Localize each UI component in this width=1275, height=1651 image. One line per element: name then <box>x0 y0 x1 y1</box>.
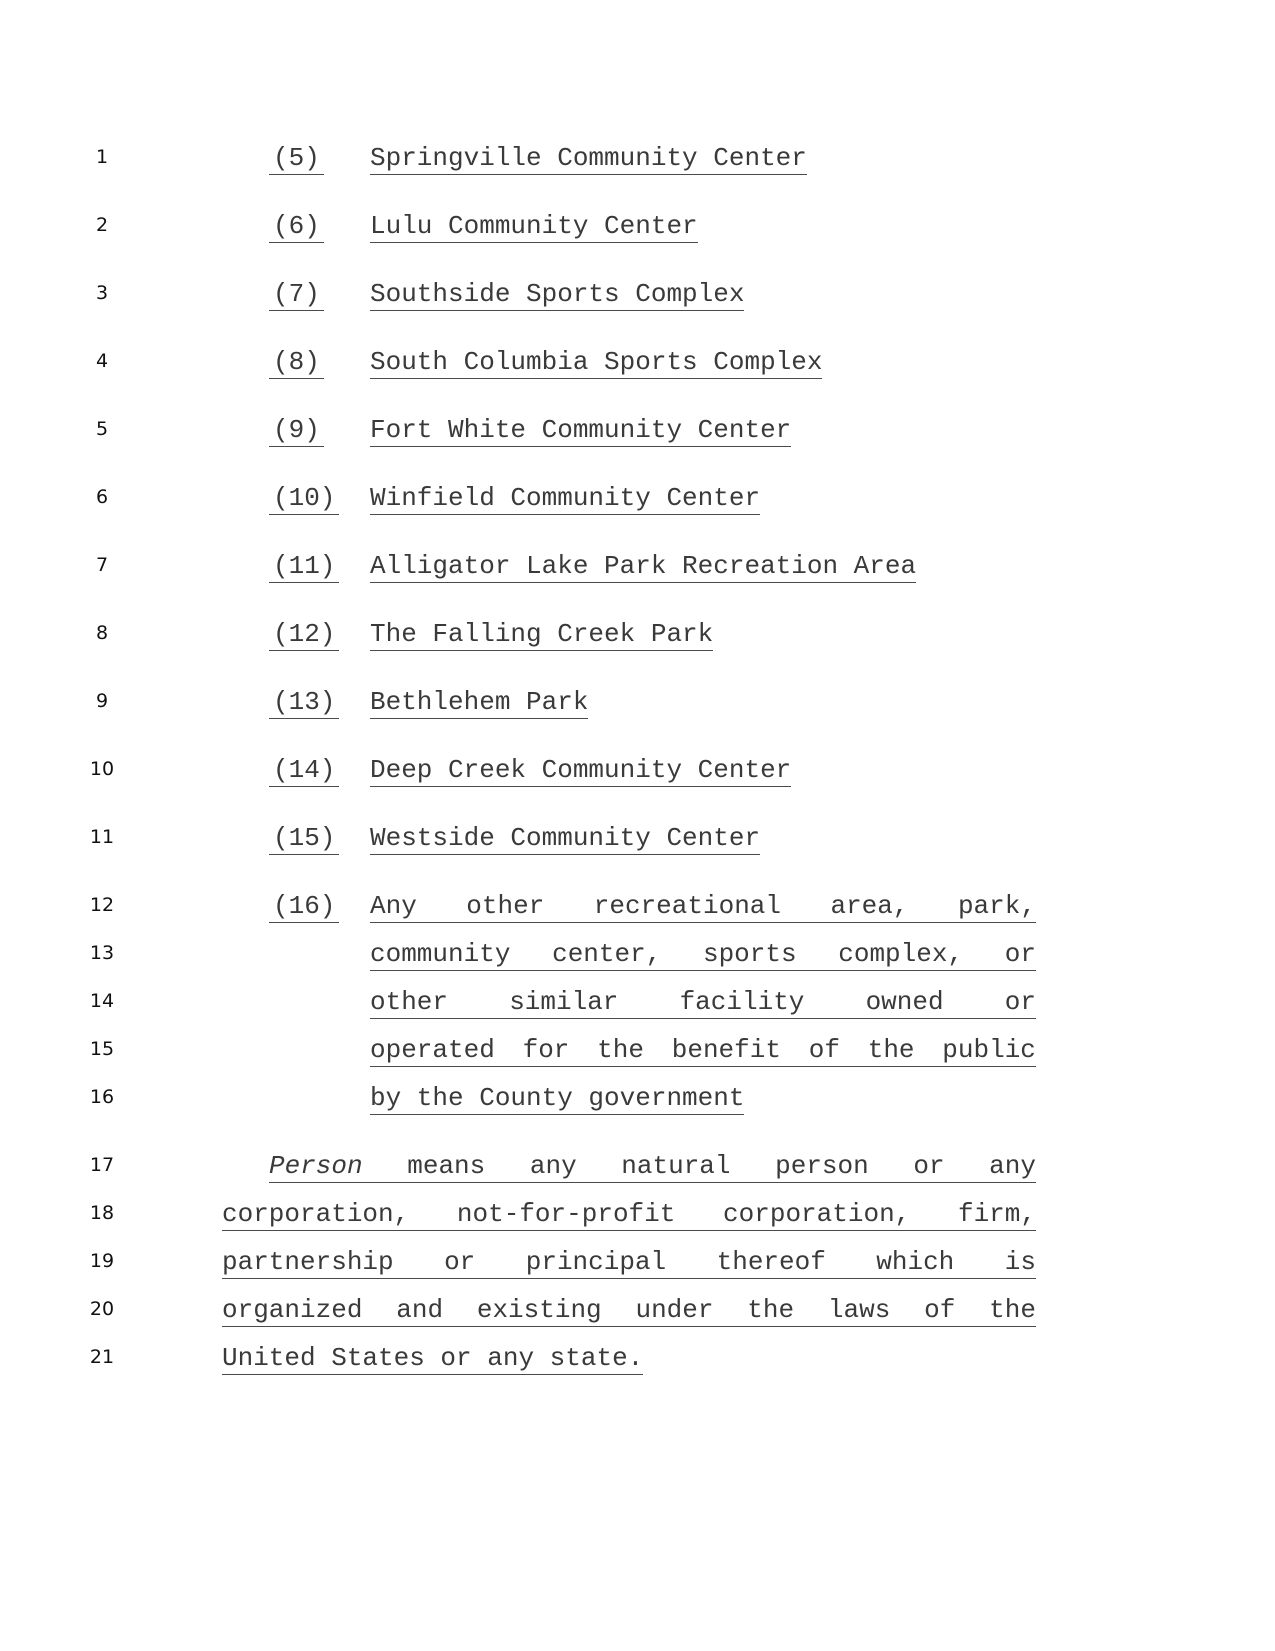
justified-line <box>222 1201 1036 1231</box>
word: means <box>407 1151 486 1181</box>
line-number: 16 <box>89 1086 115 1108</box>
list-item-number: (6) <box>269 213 324 243</box>
word: public <box>942 1035 1036 1065</box>
word: person <box>775 1151 869 1181</box>
word: area, <box>830 891 909 921</box>
word: Any <box>370 891 417 921</box>
line-number: 21 <box>89 1346 115 1368</box>
word: center, <box>552 939 662 969</box>
word: operated <box>370 1035 495 1065</box>
justified-line <box>370 893 1036 923</box>
line-number: 9 <box>95 690 109 712</box>
word: community <box>370 939 511 969</box>
word: complex, <box>838 939 964 969</box>
word: or <box>1004 939 1036 969</box>
word: not-for-profit <box>456 1199 676 1229</box>
word: benefit <box>671 1035 781 1065</box>
list-item-number: (16) <box>269 893 339 923</box>
list-item-number: (8) <box>269 349 324 379</box>
list-item-number: (7) <box>269 281 324 311</box>
word: corporation, <box>222 1199 410 1229</box>
word: the <box>597 1035 644 1065</box>
word: is <box>1004 1247 1036 1277</box>
word: or <box>1004 987 1036 1017</box>
word: or <box>444 1247 476 1277</box>
line-number: 3 <box>95 282 109 304</box>
line-number: 15 <box>89 1038 115 1060</box>
line-number: 8 <box>95 622 109 644</box>
list-item-text: Fort White Community Center <box>370 415 792 445</box>
word: facility <box>679 987 805 1017</box>
line-number: 19 <box>89 1250 115 1272</box>
word: the <box>747 1295 795 1325</box>
list-item-number: (13) <box>269 689 339 719</box>
defined-term: Person <box>269 1151 363 1181</box>
line-number: 4 <box>95 350 109 372</box>
word: existing <box>476 1295 602 1325</box>
word: other <box>370 987 449 1017</box>
list-item-text: Southside Sports Complex <box>370 279 745 309</box>
list-item-number: (14) <box>269 757 339 787</box>
word: laws <box>827 1295 891 1325</box>
line-number: 20 <box>89 1298 115 1320</box>
word: which <box>876 1247 955 1277</box>
line-number: 1 <box>95 146 109 168</box>
word: under <box>635 1295 714 1325</box>
list-item-text: Lulu Community Center <box>370 211 698 241</box>
word: partnership <box>222 1247 394 1277</box>
word: park, <box>957 891 1036 921</box>
line-number: 5 <box>95 418 109 440</box>
list-item-text: Deep Creek Community Center <box>370 755 792 785</box>
word: any <box>989 1151 1036 1181</box>
word: of <box>808 1035 840 1065</box>
word: other <box>466 891 545 921</box>
word: any <box>529 1151 577 1181</box>
justified-line <box>370 941 1036 971</box>
line-number: 6 <box>95 486 109 508</box>
word: the <box>989 1295 1036 1325</box>
word: similar <box>509 987 619 1017</box>
list-item-number: (15) <box>269 825 339 855</box>
word: the <box>867 1035 915 1065</box>
justified-line <box>370 989 1036 1019</box>
word: natural <box>621 1151 731 1181</box>
list-item-number: (11) <box>269 553 339 583</box>
justified-line <box>370 1037 1036 1067</box>
line-number: 14 <box>89 990 115 1012</box>
list-item-text: Winfield Community Center <box>370 483 761 513</box>
list-item-text: The Falling Creek Park <box>370 619 714 649</box>
list-item-text: South Columbia Sports Complex <box>370 347 823 377</box>
list-item-text: Westside Community Center <box>370 823 761 853</box>
word: and <box>396 1295 444 1325</box>
list-item-number: (9) <box>269 417 324 447</box>
line-number: 18 <box>89 1202 115 1224</box>
line-number: 12 <box>89 894 115 916</box>
line-number: 17 <box>89 1154 115 1176</box>
list-item-number: (12) <box>269 621 339 651</box>
justified-line <box>222 1249 1036 1279</box>
definition-last-line: United States or any state. <box>222 1343 644 1373</box>
word: firm, <box>957 1199 1036 1229</box>
word: owned <box>865 987 944 1017</box>
list-item-text: Springville Community Center <box>370 143 807 173</box>
line-number: 2 <box>95 214 109 236</box>
word: principal <box>525 1247 667 1277</box>
definition-line <box>269 1153 1036 1183</box>
justified-line <box>222 1297 1036 1327</box>
list-item-text: by the County government <box>370 1083 745 1113</box>
word: of <box>924 1295 956 1325</box>
list-item-text: Alligator Lake Park Recreation Area <box>370 551 917 581</box>
list-item-number: (5) <box>269 145 324 175</box>
word: organized <box>222 1295 363 1325</box>
word: thereof <box>716 1247 826 1277</box>
word: recreational <box>593 891 781 921</box>
list-item-text: Bethlehem Park <box>370 687 589 717</box>
word: or <box>913 1151 945 1181</box>
word: sports <box>702 939 797 969</box>
line-number: 11 <box>89 826 115 848</box>
line-number: 10 <box>89 758 115 780</box>
line-number: 13 <box>89 942 115 964</box>
word: corporation, <box>723 1199 911 1229</box>
word: for <box>522 1035 570 1065</box>
list-item-number: (10) <box>269 485 339 515</box>
line-number: 7 <box>95 554 109 576</box>
